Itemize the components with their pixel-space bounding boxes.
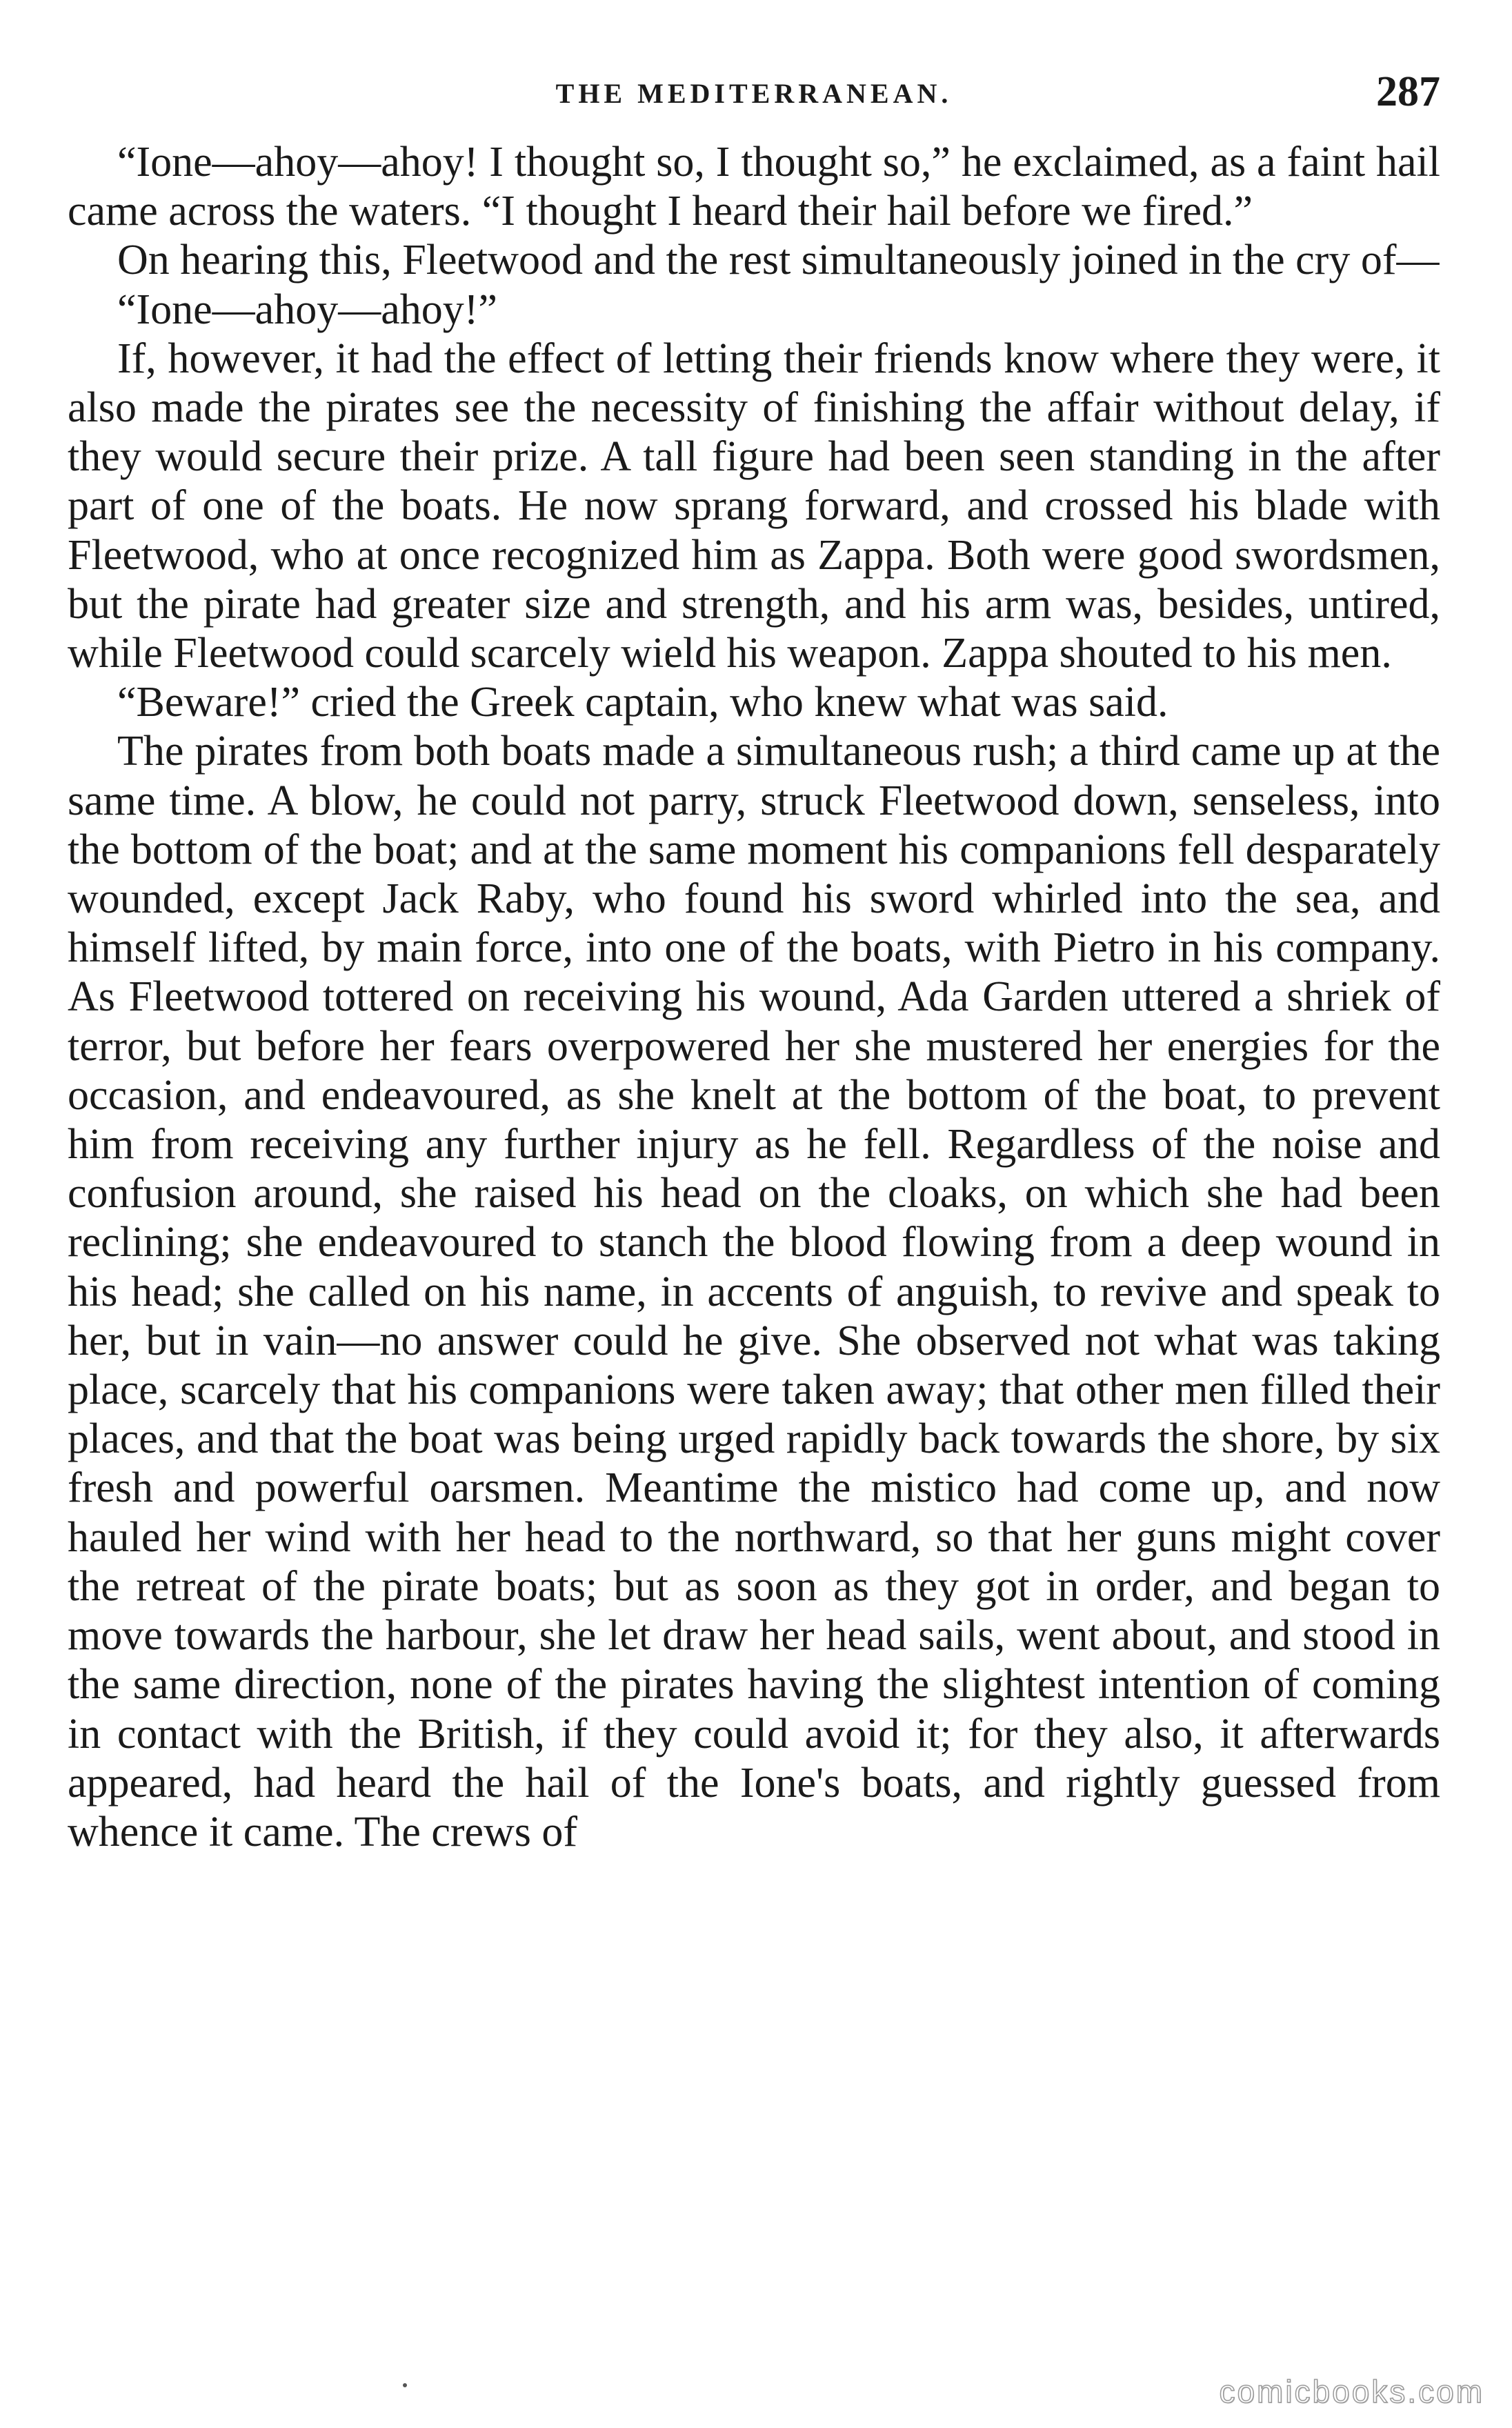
watermark: comicbooks.com [1219, 2374, 1484, 2409]
paragraph: “Beware!” cried the Greek captain, who knew what was said. [117, 679, 1168, 726]
page-header [68, 69, 1440, 135]
paragraph: The pirates from both boats made a simultaneous rush; a third came up at the same time. A blow, he could not parry, struck Fleetwood down, senseless, into the bottom of the boat; and at the same moment his companions fell desparately wounded, except Jack Raby, who found his sword whirled into the sea, and himself lifted, by main force, into one of the boats, with Pietro in his company. As Fleetwood tottered on receiving his wound, Ada Garden uttered a shriek of terror, but before her fears overpowered her she mustered her energies for the occasion, and endeavoured, as she knelt at the bottom of the boat, to prevent him from receiving any further injury as he fell. Regardless of the noise and confusion around, she raised his head on the cloaks, on which she had been reclining; she endeavoured to stanch the blood flowing from a deep wound in his head; she called on his name, in accents of anguish, to revive and speak to her, but in vain—no answer could he give. She observed not what was taking place, scarcely that his companions were taken away; that other men filled their places, and that the boat was being urged rapidly back towards the shore, by six fresh and powerful oarsmen. Meantime the mistico had come up, and now hauled her wind with her head to the northward, so that her guns might cover the retreat of the pirate boats; but as soon as they got in order, and began to move towards the harbour, she let draw her head sails, went about, and stood in the same direction, none of the pirates having the slightest intention of coming in contact with the British, if they could avoid it; for they also, it afterwards appeared, had heard the hail of the Ione's boats, and rightly guessed from whence it came. The crews of [68, 728, 1440, 1855]
book-page [68, 69, 1440, 1857]
body-text [68, 138, 1440, 1857]
paragraph: On hearing this, Fleetwood and the rest simultaneously joined in the cry of— [117, 237, 1440, 284]
running-head: THE MEDITERRANEAN. [555, 78, 953, 109]
paragraph: If, however, it had the effect of letting their friends know where they were, it also made the pirates see the necessity of finishing the affair without delay, if they would secure their prize. A tall figure had been seen standing in the after part of one of the boats. He now sprang forward, and crossed his blade with Fleetwood, who at once recognized him as Zappa. Both were good swordsmen, but the pirate had greater size and strength, and his arm was, besides, untired, while Fleetwood could scarcely wield his weapon. Zappa shouted to his men. [68, 335, 1440, 677]
paragraph: “Ione—ahoy—ahoy!” [117, 286, 497, 333]
print-speck [403, 2383, 407, 2387]
page-number: 287 [1376, 68, 1440, 115]
paragraph: “Ione—ahoy—ahoy! I thought so, I thought so,” he exclaimed, as a faint hail came across the waters. “I thought I heard their hail before we fired.” [68, 139, 1440, 235]
